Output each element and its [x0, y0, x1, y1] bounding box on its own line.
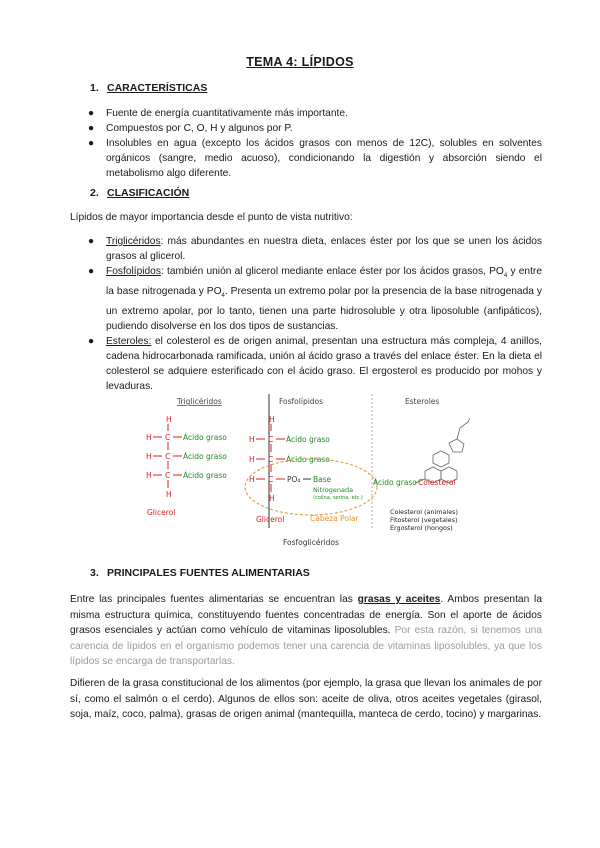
classification-list: [88, 234, 542, 394]
lipids-diagram: [135, 388, 470, 550]
section-title: CLASIFICACIÓN: [107, 187, 190, 199]
svg-text:Ácido graso: Ácido graso: [373, 478, 417, 487]
col-title-fosfolipidos: Fosfolípidos: [279, 397, 324, 406]
phospholipid-structure: [245, 415, 377, 547]
svg-text:Cabeza Polar: Cabeza Polar: [310, 514, 359, 523]
svg-text:Ácido graso: Ácido graso: [183, 452, 227, 461]
svg-text:C: C: [268, 475, 274, 484]
svg-text:Ergosterol (hongos): Ergosterol (hongos): [390, 524, 453, 532]
food-sources-paragraph-1: Entre las principales fuentes alimentarias se encuentran las grasas y aceites. Ambos presentan la misma estructura química, constituyendo fuentes concentradas de energía. Son el aporte de ácidos grasos esenciales y actúan como vehículo de vitaminas liposolubles. Por esta razón, si tenemos una carencia de lípidos en el organismo podemos tener una carencia de vitaminas liposolubles, ya que los lípidos se encarga de transportarlas.: [70, 594, 542, 667]
svg-text:C: C: [268, 435, 274, 444]
svg-text:Ácido graso: Ácido graso: [286, 435, 330, 444]
sterol-structure: [415, 418, 470, 483]
section-title: PRINCIPALES FUENTES ALIMENTARIAS: [107, 567, 310, 579]
svg-text:Fosfoglicéridos: Fosfoglicéridos: [283, 538, 339, 547]
svg-text:Colesterol (animales): Colesterol (animales): [390, 508, 458, 516]
svg-text:H: H: [269, 494, 275, 503]
svg-text:H: H: [146, 433, 152, 442]
svg-text:Colesterol: Colesterol: [418, 478, 456, 487]
steroid-ring-d: [449, 439, 464, 452]
svg-text:H: H: [249, 475, 255, 484]
svg-text:H: H: [146, 471, 152, 480]
food-sources-paragraph-2: Difieren de la grasa constitucional de los alimentos (por ejemplo, la grasa que llevan los animales de por sí, como el salmón o el cerdo). Algunos de ellos son: aceite de oliva, otros aceites vegetales (girasol, soja, maíz, coco, palma), grasas de origen animal (mantequilla, manteca de cerdo, tocino) y margarinas.: [70, 678, 542, 720]
classification-intro: Lípidos de mayor importancia desde el punto de vista nutritivo:: [70, 212, 353, 223]
characteristics-list: [88, 106, 542, 181]
svg-text:H: H: [269, 415, 275, 424]
svg-text:H: H: [146, 452, 152, 461]
col-title-esteroles: Esteroles: [405, 397, 440, 406]
svg-text:C: C: [165, 433, 171, 442]
svg-text:Glicerol: Glicerol: [147, 508, 176, 517]
col-title-trigliceridos: Triglicéridos: [177, 397, 222, 406]
svg-text:Ácido graso: Ácido graso: [183, 471, 227, 480]
svg-text:PO₄: PO₄: [287, 475, 301, 484]
svg-text:H: H: [249, 435, 255, 444]
svg-text:C: C: [165, 452, 171, 461]
svg-text:Fitosterol (vegetales): Fitosterol (vegetales): [390, 516, 458, 524]
list-item: ● Fuente de energía cuantitativamente más importante.: [88, 108, 348, 119]
svg-text:H: H: [249, 455, 255, 464]
svg-text:Nitrogenada: Nitrogenada: [313, 486, 354, 494]
section-title: CARACTERÍSTICAS: [107, 82, 208, 94]
svg-text:(colina, serina, etc.): (colina, serina, etc.): [313, 495, 363, 501]
list-item: ● Triglicéridos: más abundantes en nuestra dieta, enlaces éster por los que se unen los ácidos grasos al glicerol.: [88, 236, 542, 262]
svg-text:Glicerol: Glicerol: [256, 515, 285, 524]
svg-text:Ácido graso: Ácido graso: [286, 455, 330, 464]
polar-head-outline: [245, 459, 377, 515]
svg-text:Base: Base: [313, 475, 332, 484]
section-2-heading: [90, 187, 189, 199]
section-3-heading: [90, 567, 310, 579]
svg-text:C: C: [268, 455, 274, 464]
list-item: ● Fosfolípidos: también unión al glicerol mediante enlace éster por los ácidos grasos, $PO_4$ y entre la base nitrogenada y $PO_4$. Presenta un extremo polar por la presencia de la base nitrogenada y un extremo apolar, por lo tanto, tienen una parte hidrosoluble y otra liposoluble (anfipáticos), pudiendo disolverse en los dos tipos de sustancias.: [88, 266, 542, 333]
section-number: 2.: [90, 187, 99, 199]
section-1-heading: [90, 82, 207, 94]
section-number: 3.: [90, 567, 99, 579]
list-item: ● Esteroles: el colesterol es de origen animal, presentan una estructura más compleja, 4 anillos, cadena hidrocarbonada ramificada, unión al ácido graso a través del enlace éster. En la dieta el colesterol se adquiere esterificado con el ácido graso. El ergosterol es producido por mohos y levaduras.: [88, 336, 542, 393]
side-chain: [457, 418, 470, 439]
triglyceride-structure: [146, 415, 227, 517]
svg-text:H: H: [166, 415, 172, 424]
svg-text:C: C: [165, 471, 171, 480]
document-title: TEMA 4: LÍPIDOS: [246, 55, 354, 69]
list-item: ● Compuestos por C, O, H y algunos por P.: [88, 123, 293, 134]
svg-text:H: H: [166, 490, 172, 499]
list-item: ● Insolubles en agua (excepto los ácidos grasos con menos de 12C), solubles en solventes orgánicos (sangre, medio acuoso), condicionando la digestión y absorción siendo el metabolismo algo diferente.: [88, 138, 542, 179]
section-number: 1.: [90, 82, 99, 94]
svg-text:Ácido graso: Ácido graso: [183, 433, 227, 442]
steroid-ring-c: [433, 451, 449, 467]
